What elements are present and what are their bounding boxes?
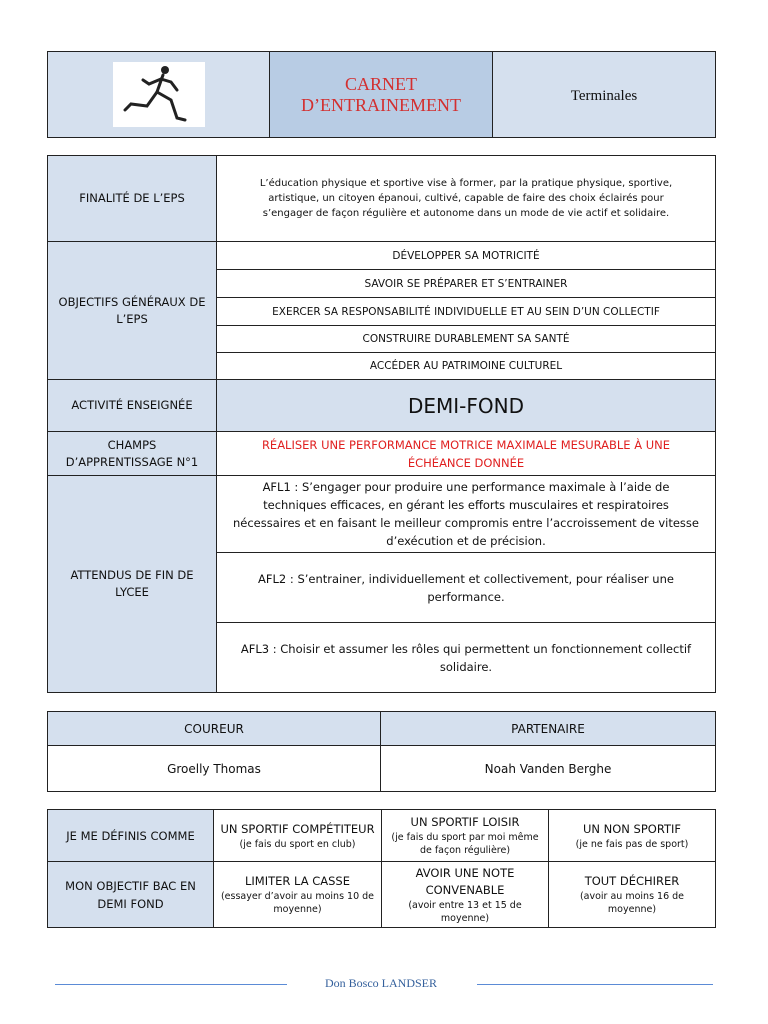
runner-icon: [113, 62, 205, 127]
option-title: AVOIR UNE NOTE CONVENABLE: [415, 865, 515, 897]
objectif-bac-option[interactable]: [214, 862, 382, 928]
footer: [47, 976, 715, 992]
definition-option[interactable]: [214, 810, 382, 862]
notebook-title-line1: CARNET: [345, 73, 417, 94]
level-label: Terminales: [570, 87, 638, 104]
eps-table: [47, 155, 716, 693]
objectif-item: CONSTRUIRE DURABLEMENT SA SANTÉ: [217, 326, 716, 353]
option-title: LIMITER LA CASSE: [244, 874, 350, 888]
self-assessment-table: [47, 809, 716, 928]
objectif-bac-label: MON OBJECTIF BAC EN DEMI FOND: [48, 862, 214, 928]
option-detail: (je fais du sport par moi même de façon régulière): [391, 832, 539, 856]
partenaire-header: PARTENAIRE: [381, 712, 716, 746]
runner-logo: [113, 62, 205, 127]
afl1-text: AFL1 : S’engager pour produire une performance maximale à l’aide de techniques efficaces, en gérant les efforts musculaires et respiratoires nécessaires et en faisant le meilleur compromis entre l’accroissement de vitesse d’exécution et de précision.: [217, 476, 716, 553]
logo-cell: [48, 52, 270, 138]
option-title: UN SPORTIF COMPÉTITEUR: [220, 821, 375, 836]
activite-label: ACTIVITÉ ENSEIGNÉE: [48, 380, 217, 432]
participants-table: [47, 711, 716, 792]
title-cell: [270, 52, 493, 138]
objectif-bac-option[interactable]: [549, 862, 716, 928]
footer-text: Don Bosco LANDSER: [324, 976, 437, 990]
objectif-item: ACCÉDER AU PATRIMOINE CULTUREL: [217, 353, 716, 380]
notebook-title-line2: D’ENTRAINEMENT: [301, 94, 461, 115]
option-detail: (je fais du sport en club): [239, 838, 356, 850]
objectif-item: EXERCER SA RESPONSABILITÉ INDIVIDUELLE ET AU SEIN D’UN COLLECTIF: [217, 298, 716, 326]
afl3-text: AFL3 : Choisir et assumer les rôles qui permettent un fonctionnement collectif solidaire.: [217, 623, 716, 693]
coureur-header: COUREUR: [48, 712, 381, 746]
header-table: [47, 51, 716, 138]
objectif-item: DÉVELOPPER SA MOTRICITÉ: [217, 242, 716, 270]
attendus-label: ATTENDUS DE FIN DE LYCEE: [48, 476, 217, 693]
definition-label: JE ME DÉFINIS COMME: [48, 810, 214, 862]
objectif-bac-option[interactable]: [382, 862, 549, 928]
finalite-text: L’éducation physique et sportive vise à former, par la pratique physique, sportive, artistique, un citoyen épanoui, cultivé, capable de faire des choix éclairés pour s’engager de façon régulière et autonome dans un mode de vie actif et solidaire.: [217, 156, 716, 242]
option-detail: (essayer d’avoir au moins 10 de moyenne): [220, 891, 375, 915]
champs-label: CHAMPS D’APPRENTISSAGE N°1: [48, 432, 217, 476]
definition-option[interactable]: [382, 810, 549, 862]
finalite-label: FINALITÉ DE L’EPS: [48, 156, 217, 242]
coureur-name: Groelly Thomas: [48, 746, 381, 792]
option-detail: (je ne fais pas de sport): [575, 838, 689, 850]
objectifs-label: OBJECTIFS GÉNÉRAUX DE L’EPS: [48, 242, 217, 380]
definition-option[interactable]: [549, 810, 716, 862]
champs-value: RÉALISER UNE PERFORMANCE MOTRICE MAXIMALE MESURABLE À UNE ÉCHÉANCE DONNÉE: [217, 432, 716, 476]
option-detail: (avoir au moins 16 de moyenne): [579, 891, 685, 915]
option-title: UN SPORTIF LOISIR: [410, 815, 520, 829]
afl2-text: AFL2 : S’entrainer, individuellement et collectivement, pour réaliser une performance.: [217, 553, 716, 623]
activite-value: DEMI-FOND: [217, 380, 716, 432]
option-title: UN NON SPORTIF: [582, 821, 682, 836]
partenaire-name: Noah Vanden Berghe: [381, 746, 716, 792]
level-cell: [493, 52, 716, 138]
option-title: TOUT DÉCHIRER: [584, 874, 680, 888]
option-detail: (avoir entre 13 et 15 de moyenne): [408, 899, 522, 924]
objectif-item: SAVOIR SE PRÉPARER ET S’ENTRAINER: [217, 270, 716, 298]
